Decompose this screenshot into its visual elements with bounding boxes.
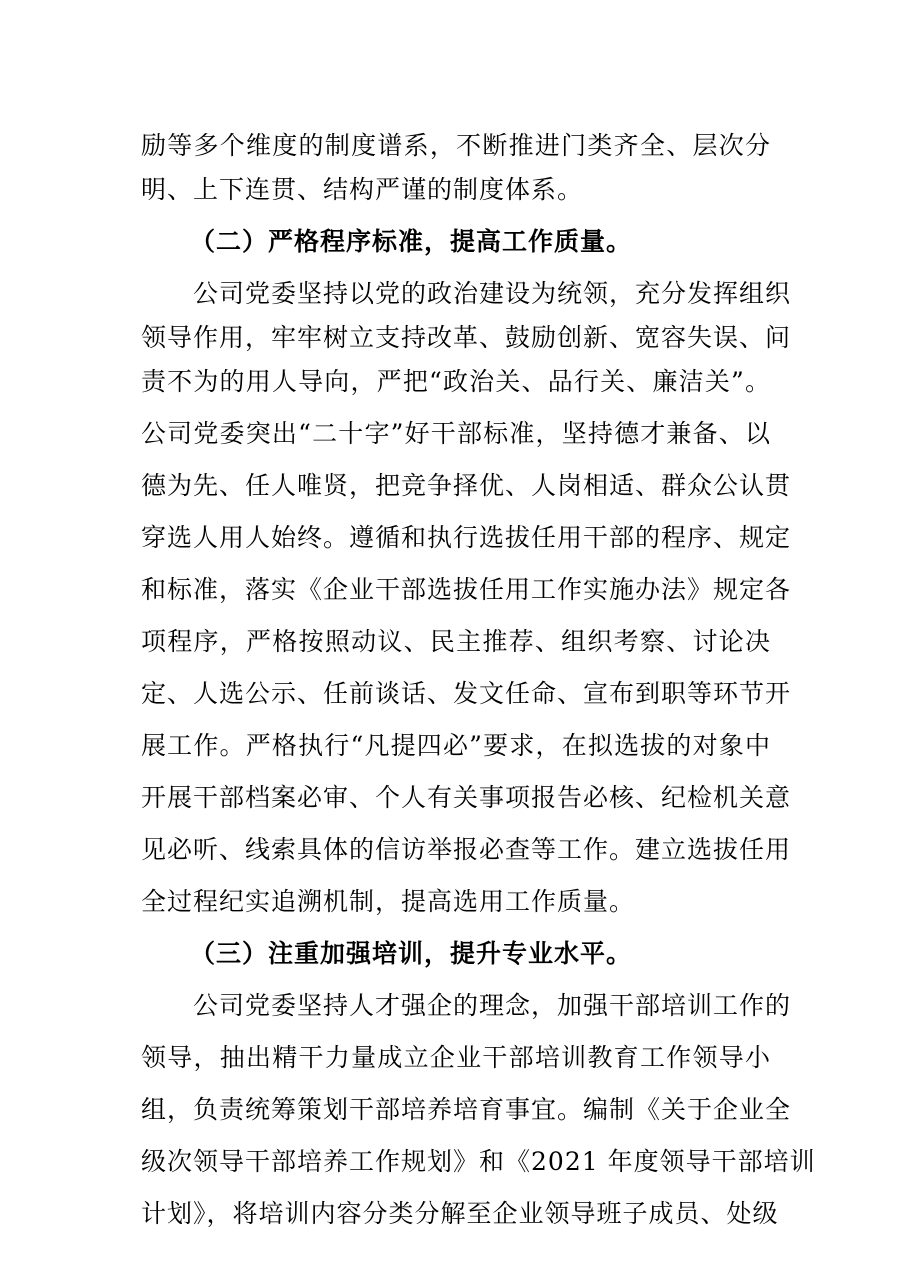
section-2-line-6: 穿选人用人始终。遵循和执行选拔任用干部的程序、规定 xyxy=(141,523,792,552)
section-2-line-7: 和标准，落实《企业干部选拔任用工作实施办法》规定各 xyxy=(141,575,792,604)
intro-line-2: 明、上下连贯、结构严谨的制度体系。 xyxy=(141,175,584,204)
section-2-line-2: 领导作用，牢牢树立支持改革、鼓励创新、宽容失误、问 xyxy=(141,323,792,352)
section-2-line-10: 展工作。严格执行“凡提四必”要求，在拟选拔的对象中 xyxy=(141,731,771,760)
section-2-line-11: 开展干部档案必审、个人有关事项报告必核、纪检机关意 xyxy=(141,783,792,812)
section-2-line-12: 见必听、线索具体的信访举报必查等工作。建立选拔任用 xyxy=(141,835,792,864)
section-3-line-4: 级次领导干部培养工作规划》和《2021 年度领导干部培训 xyxy=(141,1147,816,1176)
section-3-line-5: 计划》，将培训内容分类分解至企业领导班子成员、处级 xyxy=(141,1199,779,1228)
section-2-line-1: 公司党委坚持以党的政治建设为统领，充分发挥组织 xyxy=(141,279,792,308)
section-2-line-5: 德为先、任人唯贤，把竞争择优、人岗相适、群众公认贯 xyxy=(141,471,792,500)
section-3-line-2: 领导，抽出精干力量成立企业干部培训教育工作领导小 xyxy=(141,1043,771,1072)
section-3-line-1: 公司党委坚持人才强企的理念，加强干部培训工作的 xyxy=(141,991,792,1020)
section-3-line-3: 组，负责统筹策划干部培养培育事宜。编制《关于企业全 xyxy=(141,1095,792,1124)
section-2-line-3: 责不为的用人导向，严把“政治关、品行关、廉洁关”。 xyxy=(141,367,771,396)
section-2-line-8: 项程序，严格按照动议、民主推荐、组织考察、讨论决 xyxy=(141,627,771,656)
section-2-line-9: 定、人选公示、任前谈话、发文任命、宣布到职等环节开 xyxy=(141,679,792,708)
section-2-heading: （二）严格程序标准，提高工作质量。 xyxy=(190,227,633,256)
section-3-heading: （三）注重加强培训，提升专业水平。 xyxy=(190,939,633,968)
section-2-line-4: 公司党委突出“二十字”好干部标准，坚持德才兼备、以 xyxy=(141,419,771,448)
section-2-line-13: 全过程纪实追溯机制，提高选用工作质量。 xyxy=(141,887,636,916)
intro-line-1: 励等多个维度的制度谱系，不断推进门类齐全、层次分 xyxy=(141,131,771,160)
